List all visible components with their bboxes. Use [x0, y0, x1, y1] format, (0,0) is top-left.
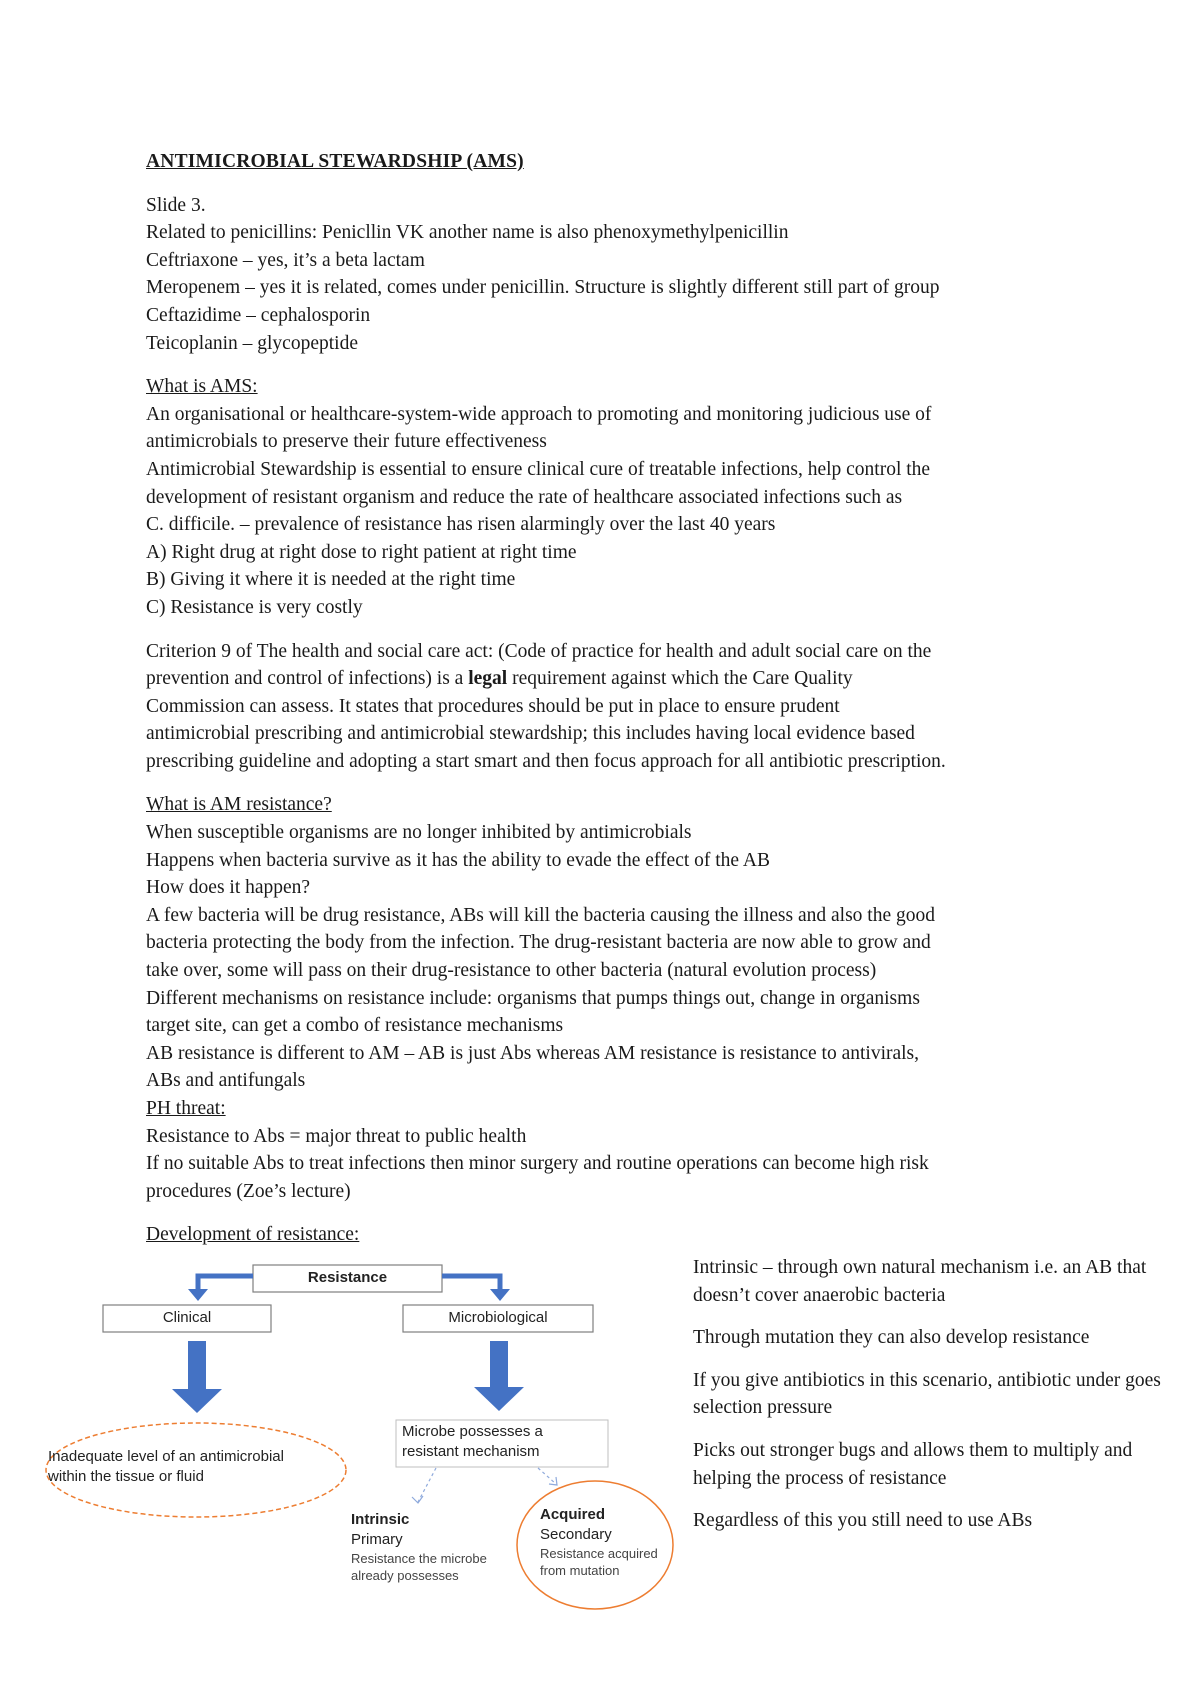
document-title: ANTIMICROBIAL STEWARDSHIP (AMS): [146, 151, 524, 172]
microbe-line-1: Microbe possesses a: [402, 1423, 543, 1440]
intro-line: Ceftazidime – cephalosporin: [146, 304, 371, 326]
dashed-arrow-intrinsic: [418, 1468, 436, 1502]
development-heading: Development of resistance:: [146, 1224, 360, 1246]
intro-line: Meropenem – yes it is related, comes under penicillin. Structure is slightly different still part of group: [146, 277, 940, 299]
inadequate-line-2: within the tissue or fluid: [48, 1468, 204, 1485]
intrinsic-desc-2: already possesses: [351, 1568, 459, 1583]
intrinsic-desc-1: Resistance the microbe: [351, 1551, 487, 1566]
am-resistance-line: Different mechanisms on resistance include: organisms that pumps things out, change in organisms: [146, 987, 920, 1009]
dashed-arrow-acquired: [538, 1468, 556, 1484]
acquired-title: Acquired: [540, 1506, 606, 1523]
intrinsic-subtitle: Primary: [351, 1531, 403, 1548]
ams-line: C. difficile. – prevalence of resistance has risen alarmingly over the last 40 years: [146, 514, 776, 536]
ams-line: A) Right drug at right dose to right patient at right time: [146, 541, 577, 563]
am-resistance-line: AB resistance is different to AM – AB is just Abs whereas AM resistance is resistance to antivirals,: [146, 1042, 920, 1064]
ph-threat-line: Resistance to Abs = major threat to public health: [146, 1125, 527, 1147]
criterion-line: prescribing guideline and adopting a start smart and then focus approach for all antibiotic prescription.: [146, 750, 946, 772]
down-arrow-left-head: [172, 1389, 222, 1413]
ams-line: Antimicrobial Stewardship is essential to ensure clinical cure of treatable infections, help control the: [146, 458, 931, 480]
ams-line: C) Resistance is very costly: [146, 596, 363, 618]
am-resistance-line: Happens when bacteria survive as it has the ability to evade the effect of the AB: [146, 849, 770, 871]
ams-line: development of resistant organism and reduce the rate of healthcare associated infections such as: [146, 486, 903, 508]
ams-line: An organisational or healthcare-system-wide approach to promoting and monitoring judicious use of: [146, 403, 932, 425]
document-body: [146, 148, 1076, 1249]
am-resistance-line: When susceptible organisms are no longer inhibited by antimicrobials: [146, 822, 692, 844]
side-note: Intrinsic – through own natural mechanism i.e. an AB that doesn’t cover anaerobic bacteria: [693, 1257, 1147, 1306]
resistance-diagram: [30, 1255, 690, 1635]
intro-line: Slide 3.: [146, 194, 206, 216]
ph-threat-heading: PH threat:: [146, 1098, 226, 1119]
microbe-line-2: resistant mechanism: [402, 1443, 540, 1460]
ph-threat-line: If no suitable Abs to treat infections then minor surgery and routine operations can become high risk: [146, 1153, 929, 1175]
down-arrow-left-shaft: [188, 1341, 206, 1391]
intro-line: Related to penicillins: Penicllin VK another name is also phenoxymethylpenicillin: [146, 222, 789, 244]
resistance-label: Resistance: [307, 1269, 388, 1286]
acquired-desc-1: Resistance acquired: [540, 1546, 658, 1561]
am-resistance-line: ABs and antifungals: [146, 1070, 306, 1092]
ams-line: antimicrobials to preserve their future effectiveness: [146, 431, 547, 453]
intro-line: Ceftriaxone – yes, it’s a beta lactam: [146, 249, 425, 271]
elbow-arrow-right: [442, 1276, 500, 1291]
am-resistance-line: A few bacteria will be drug resistance, ABs will kill the bacteria causing the illness and also the good: [146, 904, 935, 926]
inadequate-line-1: Inadequate level of an antimicrobial: [48, 1448, 284, 1465]
am-resistance-heading: What is AM resistance?: [146, 794, 332, 816]
side-notes: [693, 1254, 1173, 1550]
criterion-bold-legal: legal: [468, 668, 508, 690]
side-note: If you give antibiotics in this scenario, antibiotic under goes selection pressure: [693, 1369, 1161, 1419]
acquired-ellipse: [517, 1481, 673, 1609]
criterion-text: requirement against which the Care Quality: [507, 668, 853, 690]
ams-heading: What is AMS:: [146, 376, 258, 398]
criterion-line: antimicrobial prescribing and antimicrobial stewardship; this includes having local evidence based: [146, 723, 915, 745]
acquired-desc-2: from mutation: [540, 1563, 620, 1578]
am-resistance-line: target site, can get a combo of resistance mechanisms: [146, 1015, 564, 1037]
intrinsic-title: Intrinsic: [351, 1511, 410, 1528]
elbow-arrow-left: [198, 1276, 253, 1291]
intro-line: Teicoplanin – glycopeptide: [146, 332, 358, 354]
elbow-arrowhead-right: [490, 1289, 510, 1301]
criterion-text: prevention and control of infections) is a: [146, 668, 469, 690]
criterion-line: Commission can assess. It states that procedures should be put in place to ensure prudent: [146, 695, 840, 717]
dashed-arrowhead-intrinsic: [412, 1496, 423, 1503]
ams-line: B) Giving it where it is needed at the right time: [146, 569, 516, 591]
am-resistance-line: take over, some will pass on their drug-resistance to other bacteria (natural evolution process): [146, 960, 877, 982]
side-note: Regardless of this you still need to use ABs: [693, 1510, 1033, 1532]
elbow-arrowhead-left: [188, 1289, 208, 1301]
am-resistance-line: How does it happen?: [146, 877, 311, 899]
am-resistance-line: bacteria protecting the body from the infection. The drug-resistant bacteria are now able to grow and: [146, 932, 931, 954]
criterion-line: Criterion 9 of The health and social care act: (Code of practice for health and adult social care on the: [146, 640, 932, 662]
side-note: Picks out stronger bugs and allows them to multiply and helping the process of resistance: [693, 1439, 1133, 1489]
acquired-subtitle: Secondary: [540, 1526, 612, 1543]
microbiological-label: Microbiological: [448, 1309, 548, 1326]
criterion-line: [146, 665, 1076, 693]
clinical-label: Clinical: [162, 1309, 212, 1326]
down-arrow-right-shaft: [490, 1341, 508, 1389]
side-note: Through mutation they can also develop resistance: [693, 1327, 1090, 1349]
down-arrow-right-head: [474, 1387, 524, 1411]
ph-threat-line: procedures (Zoe’s lecture): [146, 1180, 351, 1202]
